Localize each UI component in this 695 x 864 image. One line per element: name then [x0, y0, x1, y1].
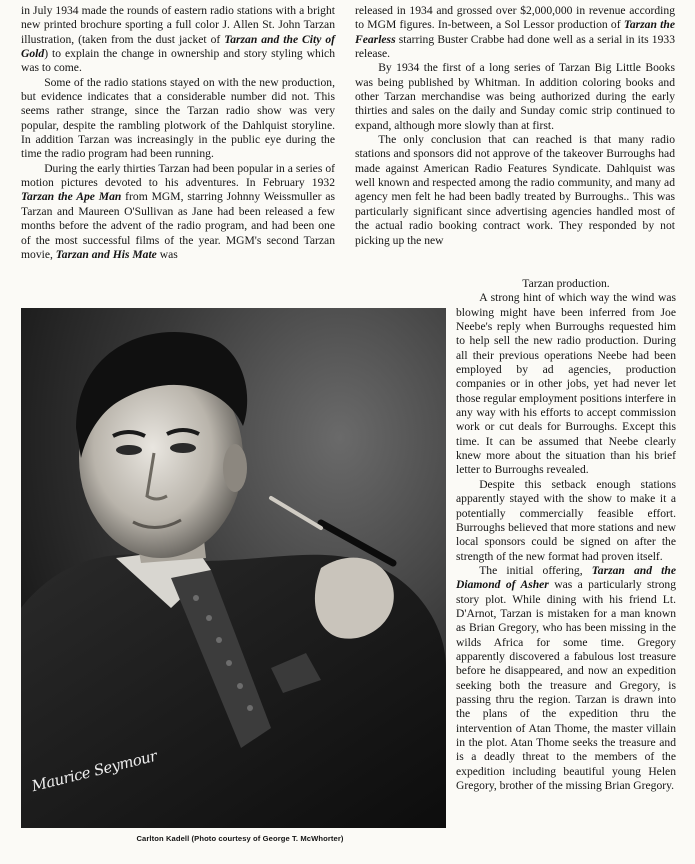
paragraph: The only conclusion that can reached is that many radio stations and sponsors did not approve of the takeover Burroughs had made against American Radio Features Syndicate. Dahlquist was well known and respected among the radio community, and many ad agency men felt he had been badly treated by Burroughs.. This was particularly significant since advertising agencies handled most of the actual radio booking contract work. They responded by not picking up the new [355, 133, 675, 247]
paragraph: released in 1934 and grossed over $2,000,000 in revenue according to MGM figures. In-between, a Sol Lessor production of Tarzan the Fearless starring Buster Crabbe had done well as a serial in its 1933 release. [355, 4, 675, 61]
paragraph: The initial offering, Tarzan and the Diamond of Asher was a particularly strong story plot. While dining with his friend Lt. D'Arnot, Tarzan is mistaken for a man known as Brian Gregory, who has been missing in the wilds Africa for some time. Gregory apparently discovered a fabulous lost treasure before he disappeared, and now an expedition seeking both the treasure and Gregory, is passing thru the region. Tarzan is drawn into the plans of the expedition thru the intervention of Atan Thome, the master villain in the plot. Atan Thome seeks the treasure and is a deadly threat to the members of the expedition including beautiful young Helen Gregory, brother of the missing Brian Gregory. [456, 563, 676, 793]
photo-caption: Carlton Kadell (Photo courtesy of George T. McWhorter) [136, 834, 344, 843]
paragraph: A strong hint of which way the wind was blowing might have been inferred from Joe Neebe's reply when Burroughs requested him to help sell the new radio production. During all their previous operations Neebe had been employed by ad agencies, production companies or in other jobs, yet had never let those regular employment positions interfere in any way with his efforts to accept commission work or cut deals for Burroughs. Except this time. It can be assumed that Neebe clearly knew more about the situation than his brief letter to Burroughs revealed. [456, 291, 676, 477]
paragraph: Despite this setback enough stations apparently stayed with the show to make it a potentially commercially feasible effort. Burroughs believed that more stations and new local sponsors could be signed on after the strength of the new format had proven itself. [456, 477, 676, 563]
left-column [21, 4, 335, 262]
paragraph: By 1934 the first of a long series of Tarzan Big Little Books was being published by Whitman. In addition coloring books and other Tarzan merchandise was being authorized during the early thirties and sales on the daily and Sunday comic strip continued to expand, although more slowly than at first. [355, 61, 675, 132]
paragraph: Some of the radio stations stayed on with the new production, but evidence indicates that a considerable number did not. This seems rather strange, since the Tarzan radio show was very popular, despite the rambling plotwork of the Dahlquist storyline. In addition Tarzan was increasingly in the public eye during the time the radio program had been running. [21, 75, 335, 161]
paragraph: During the early thirties Tarzan had been popular in a series of motion pictures devoted to his adventures. In February 1932 Tarzan the Ape Man from MGM, starring Johnny Weissmuller as Tarzan and Maureen O'Sullivan as Jane had been released a few months before the advent of the radio program, and had been one of the most successful films of the year. MGM's second Tarzan movie, Tarzan and His Mate was [21, 161, 335, 261]
paragraph: in July 1934 made the rounds of eastern radio stations with a bright new printed brochure sporting a full color J. Allen St. John Tarzan illustration, (taken from the dust jacket of Tarzan and the City of Gold) to explain the change in ownership and story styling which was to come. [21, 4, 335, 75]
right-column [355, 4, 675, 248]
narrow-column [456, 277, 676, 793]
photographer-signature: Maurice Seymour [29, 746, 159, 796]
portrait-illustration [21, 308, 446, 828]
portrait-photo [21, 308, 446, 828]
paragraph: Tarzan production. [522, 277, 610, 290]
